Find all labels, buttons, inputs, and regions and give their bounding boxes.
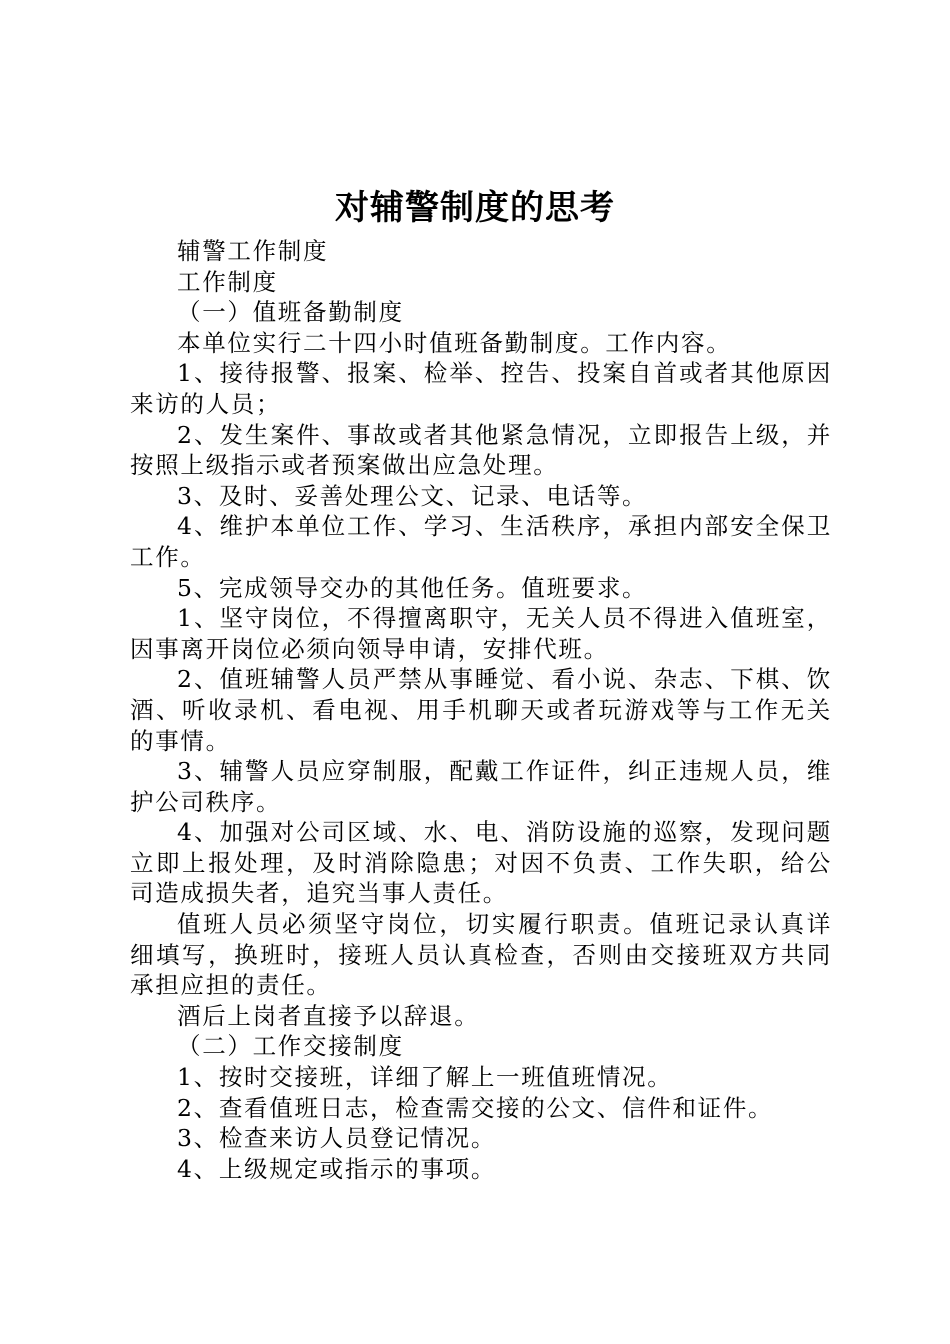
list-item: 1、接待报警、报案、检举、控告、投案自首或者其他原因来访的人员； [130,359,832,418]
list-item: 3、辅警人员应穿制服，配戴工作证件，纠正违规人员，维护公司秩序。 [130,757,832,816]
paragraph: 值班人员必须坚守岗位，切实履行职责。值班记录认真详细填写，换班时，接班人员认真检查，否则由交接班双方共同承担应担的责任。 [130,910,832,1000]
list-item: 4、维护本单位工作、学习、生活秩序，承担内部安全保卫工作。 [130,512,832,571]
list-item: 4、上级规定或指示的事项。 [177,1154,497,1183]
list-item: 2、发生案件、事故或者其他紧急情况，立即报告上级，并按照上级指示或者预案做出应急处理。 [130,420,832,480]
list-item: 3、检查来访人员登记情况。 [177,1124,497,1153]
paragraph-subheading: 工作制度 [177,267,278,296]
document-body [130,236,832,1184]
list-item: 3、及时、妥善处理公文、记录、电话等。 [177,481,648,510]
paragraph: 本单位实行二十四小时值班备勤制度。工作内容。 [177,328,732,357]
section-heading-duty: （一）值班备勤制度 [177,298,404,327]
list-item: 5、完成领导交办的其他任务。值班要求。 [177,573,648,602]
list-item: 1、坚守岗位，不得擅离职守，无关人员不得进入值班室，因事离开岗位必须向领导申请，安排代班。 [130,604,832,663]
list-item: 4、加强对公司区域、水、电、消防设施的巡察，发现问题立即上报处理，及时消除隐患；对因不负责、工作失职，给公司造成损失者，追究当事人责任。 [130,818,832,908]
document-title: 对辅警制度的思考 [335,188,615,228]
paragraph-heading: 辅警工作制度 [177,237,329,265]
section-heading-handover: （二）工作交接制度 [177,1032,404,1061]
paragraph: 酒后上岗者直接予以辞退。 [177,1001,480,1030]
list-item: 2、值班辅警人员严禁从事睡觉、看小说、杂志、下棋、饮酒、听收录机、看电视、用手机聊天或者玩游戏等与工作无关的事情。 [130,665,832,755]
list-item: 1、按时交接班，详细了解上一班值班情况。 [177,1063,673,1092]
list-item: 2、查看值班日志，检查需交接的公文、信件和证件。 [177,1093,774,1122]
